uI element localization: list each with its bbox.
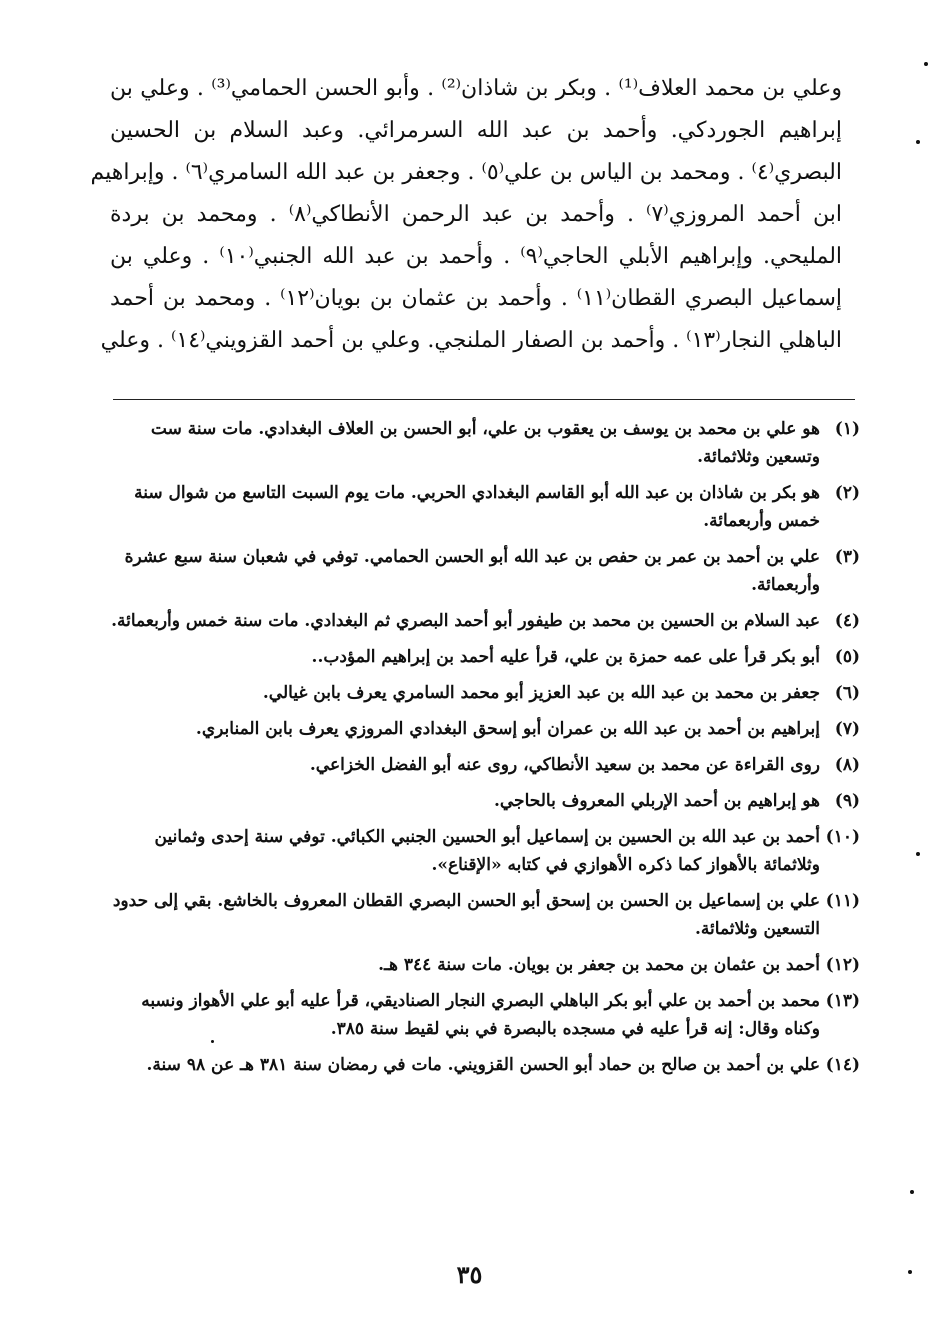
footnote xyxy=(108,887,860,943)
footnote-text: جعفر بن محمد بن عبد الله بن عبد العزيز أبو محمد السامري يعرف بابن غيالي. xyxy=(262,683,820,703)
text-line: إبراهيم الجوردكي. وأحمد بن عبد الله السرمرائي. وعبد السلام بن الحسين xyxy=(110,118,842,143)
footnote-text: روى القراءة عن محمد بن سعيد الأنطاكي، روى عنه أبو الفضل الخزاعي. xyxy=(309,755,820,775)
footnote-text: إبراهيم بن أحمد بن عبد الله بن عمران أبو إسحق البغدادي المروزي يعرف بابن المنابري. xyxy=(195,719,820,739)
footnote-number: (٩) xyxy=(834,791,860,811)
footnote-text: هو علي بن محمد بن يوسف بن يعقوب بن علي، أبو الحسن بن العلاف البغدادي. مات سنة ست وتسعين وثلاثمائة. xyxy=(150,419,820,467)
page-number: ٣٥ xyxy=(456,1260,483,1289)
footnote xyxy=(108,607,860,635)
footnote-number: (١٢) xyxy=(825,955,860,975)
scan-speck xyxy=(916,852,920,856)
text-line: إسماعيل البصري القطان⁽١١⁾ . وأحمد بن عثمان بن بويان⁽١٢⁾ . ومحمد بن أحمد xyxy=(110,286,843,311)
footnote-text: عبد السلام بن الحسين بن محمد بن طيفور أبو أحمد البصري ثم البغدادي. مات سنة خمس وأربعمائة. xyxy=(111,611,820,631)
footnote-separator xyxy=(113,399,855,400)
footnote xyxy=(108,751,860,779)
footnote-text: علي بن إسماعيل بن الحسن بن إسحق أبو الحسن البصري القطان المعروف بالخاشع. بقي إلى حدود التسعين وثلاثمائة. xyxy=(112,891,820,939)
text-line: البصري⁽٤⁾ . ومحمد بن الياس بن علي⁽٥⁾ . وجعفر بن عبد الله السامري⁽٦⁾ . وإبراهيم xyxy=(90,160,842,185)
footnote xyxy=(108,479,860,535)
footnote xyxy=(108,823,860,879)
footnote-number: (٣) xyxy=(834,547,860,567)
text-line: المليحي. وإبراهيم الأبلي الحاجي⁽٩⁾ . وأحمد بن عبد الله الجنبي⁽١٠⁾ . وعلي بن xyxy=(110,244,843,269)
footnote xyxy=(108,415,860,471)
footnote-text: علي بن أحمد بن عمر بن حفص بن عبد الله أبو الحسن الحمامي. توفي في شعبان سنة سبع عشرة وأربعمائة. xyxy=(124,547,820,595)
footnote-number: (٧) xyxy=(834,719,860,739)
footnote xyxy=(108,679,860,707)
footnote-number: (٥) xyxy=(834,647,860,667)
footnotes-section xyxy=(108,415,860,1087)
footnote-number: (١٤) xyxy=(825,1055,860,1075)
scan-speck xyxy=(908,1270,912,1274)
main-text-block xyxy=(90,68,843,362)
footnote-text: أبو بكر قرأ على عمه حمزة بن علي، قرأ عليه أحمد بن إبراهيم المؤدب.. xyxy=(311,647,820,667)
footnote-text: محمد بن أحمد بن علي أبو بكر الباهلي البصري النجار الصناديقي، قرأ عليه أبو علي الأهواز ونسبه وكناه وقال: إنه قرأ عليه في مسجده بالبصرة في بني لقيط سنة ٣٨٥. xyxy=(141,991,820,1039)
scan-speck xyxy=(916,140,920,144)
footnote xyxy=(108,787,860,815)
footnote xyxy=(108,643,860,671)
text-line: ابن أحمد المروزي⁽٧⁾ . وأحمد بن عبد الرحمن الأنطاكي⁽٨⁾ . ومحمد بن بردة xyxy=(110,202,842,227)
footnote-number: (٨) xyxy=(834,755,860,775)
footnote-text: علي بن أحمد بن صالح بن حماد أبو الحسن القزويني. مات في رمضان سنة ٣٨١ هـ عن ٩٨ سنة. xyxy=(146,1055,820,1075)
footnote-text: هو بكر بن شاذان بن عبد الله أبو القاسم البغدادي الحربي. مات يوم السبت التاسع من شوال سنة خمس وأربعمائة. xyxy=(134,483,820,531)
footnote-text: أحمد بن عبد الله بن الحسين بن إسماعيل أبو الحسين الجنبي الكبائي. توفي سنة إحدى وثمانين وثلاثمائة بالأهواز كما ذكره الأهوازي في كتابه «الإقناع». xyxy=(154,827,820,875)
footnote xyxy=(108,951,860,979)
scan-speck xyxy=(910,1190,914,1194)
scan-speck xyxy=(924,62,928,66)
footnote-number: (٤) xyxy=(834,611,860,631)
footnote-number: (٢) xyxy=(834,483,860,503)
footnote xyxy=(108,715,860,743)
footnote xyxy=(108,987,860,1043)
footnote xyxy=(108,543,860,599)
footnote-text: أحمد بن عثمان بن محمد بن جعفر بن بويان. مات سنة ٣٤٤ هـ. xyxy=(378,955,820,975)
footnote-number: (١) xyxy=(834,419,860,439)
text-line: وعلي بن محمد العلاف⁽¹⁾ . وبكر بن شاذان⁽²⁾ . وأبو الحسن الحمامي⁽³⁾ . وعلي بن xyxy=(110,76,842,101)
footnote xyxy=(108,1051,860,1079)
scan-speck xyxy=(211,1040,214,1043)
text-line: الباهلي النجار⁽١٣⁾ . وأحمد بن الصفار الملنجي. وعلي بن أحمد القزويني⁽١٤⁾ . وعلي xyxy=(100,328,842,353)
footnote-text: هو إبراهيم بن أحمد الإربلي المعروف بالحاجي. xyxy=(493,791,820,811)
footnote-number: (١١) xyxy=(825,891,860,911)
footnote-number: (١٠) xyxy=(825,827,860,847)
footnote-number: (٦) xyxy=(834,683,860,703)
footnote-number: (١٣) xyxy=(825,991,860,1011)
